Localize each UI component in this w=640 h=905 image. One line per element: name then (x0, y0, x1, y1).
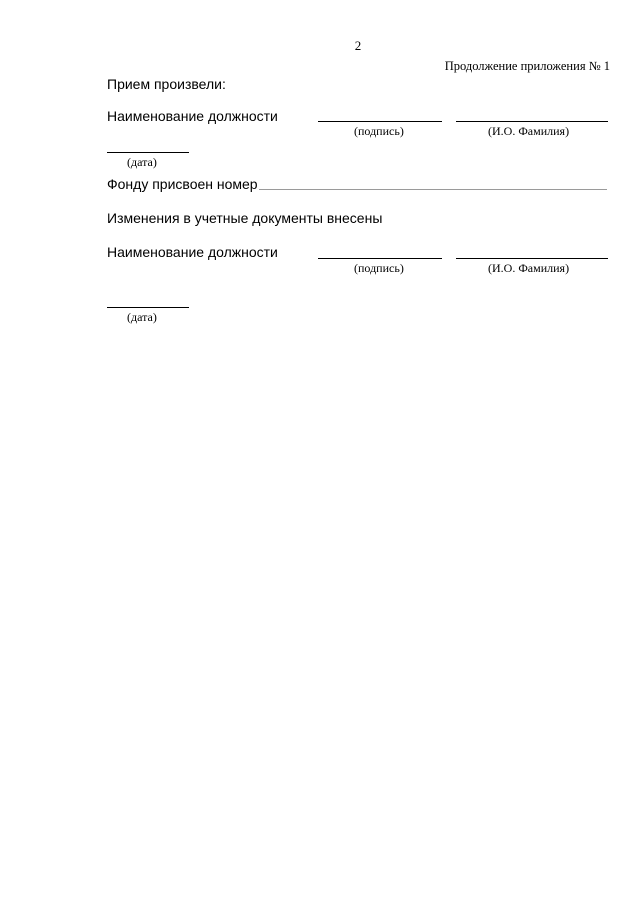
position-label-2: Наименование должности (107, 244, 278, 260)
signature-line-2[interactable] (318, 258, 442, 259)
date-line[interactable] (107, 152, 189, 153)
name-line[interactable] (456, 121, 608, 122)
page-number: 2 (354, 38, 362, 53)
fund-number-line[interactable] (259, 189, 607, 190)
records-updated-heading: Изменения в учетные документы внесены (107, 210, 383, 226)
acceptance-heading: Прием произвели: (107, 76, 226, 92)
signature-caption-2: (подпись) (354, 261, 404, 275)
date-caption-2: (дата) (127, 310, 157, 324)
date-line-2[interactable] (107, 307, 189, 308)
name-line-2[interactable] (456, 258, 608, 259)
date-caption: (дата) (127, 155, 157, 169)
name-caption-2: (И.О. Фамилия) (488, 261, 570, 275)
fund-number-label: Фонду присвоен номер (107, 176, 258, 192)
appendix-label: Продолжение приложения № 1 (444, 59, 610, 73)
position-label: Наименование должности (107, 108, 278, 124)
signature-line[interactable] (318, 121, 442, 122)
signature-caption: (подпись) (354, 124, 404, 138)
name-caption: (И.О. Фамилия) (488, 124, 570, 138)
